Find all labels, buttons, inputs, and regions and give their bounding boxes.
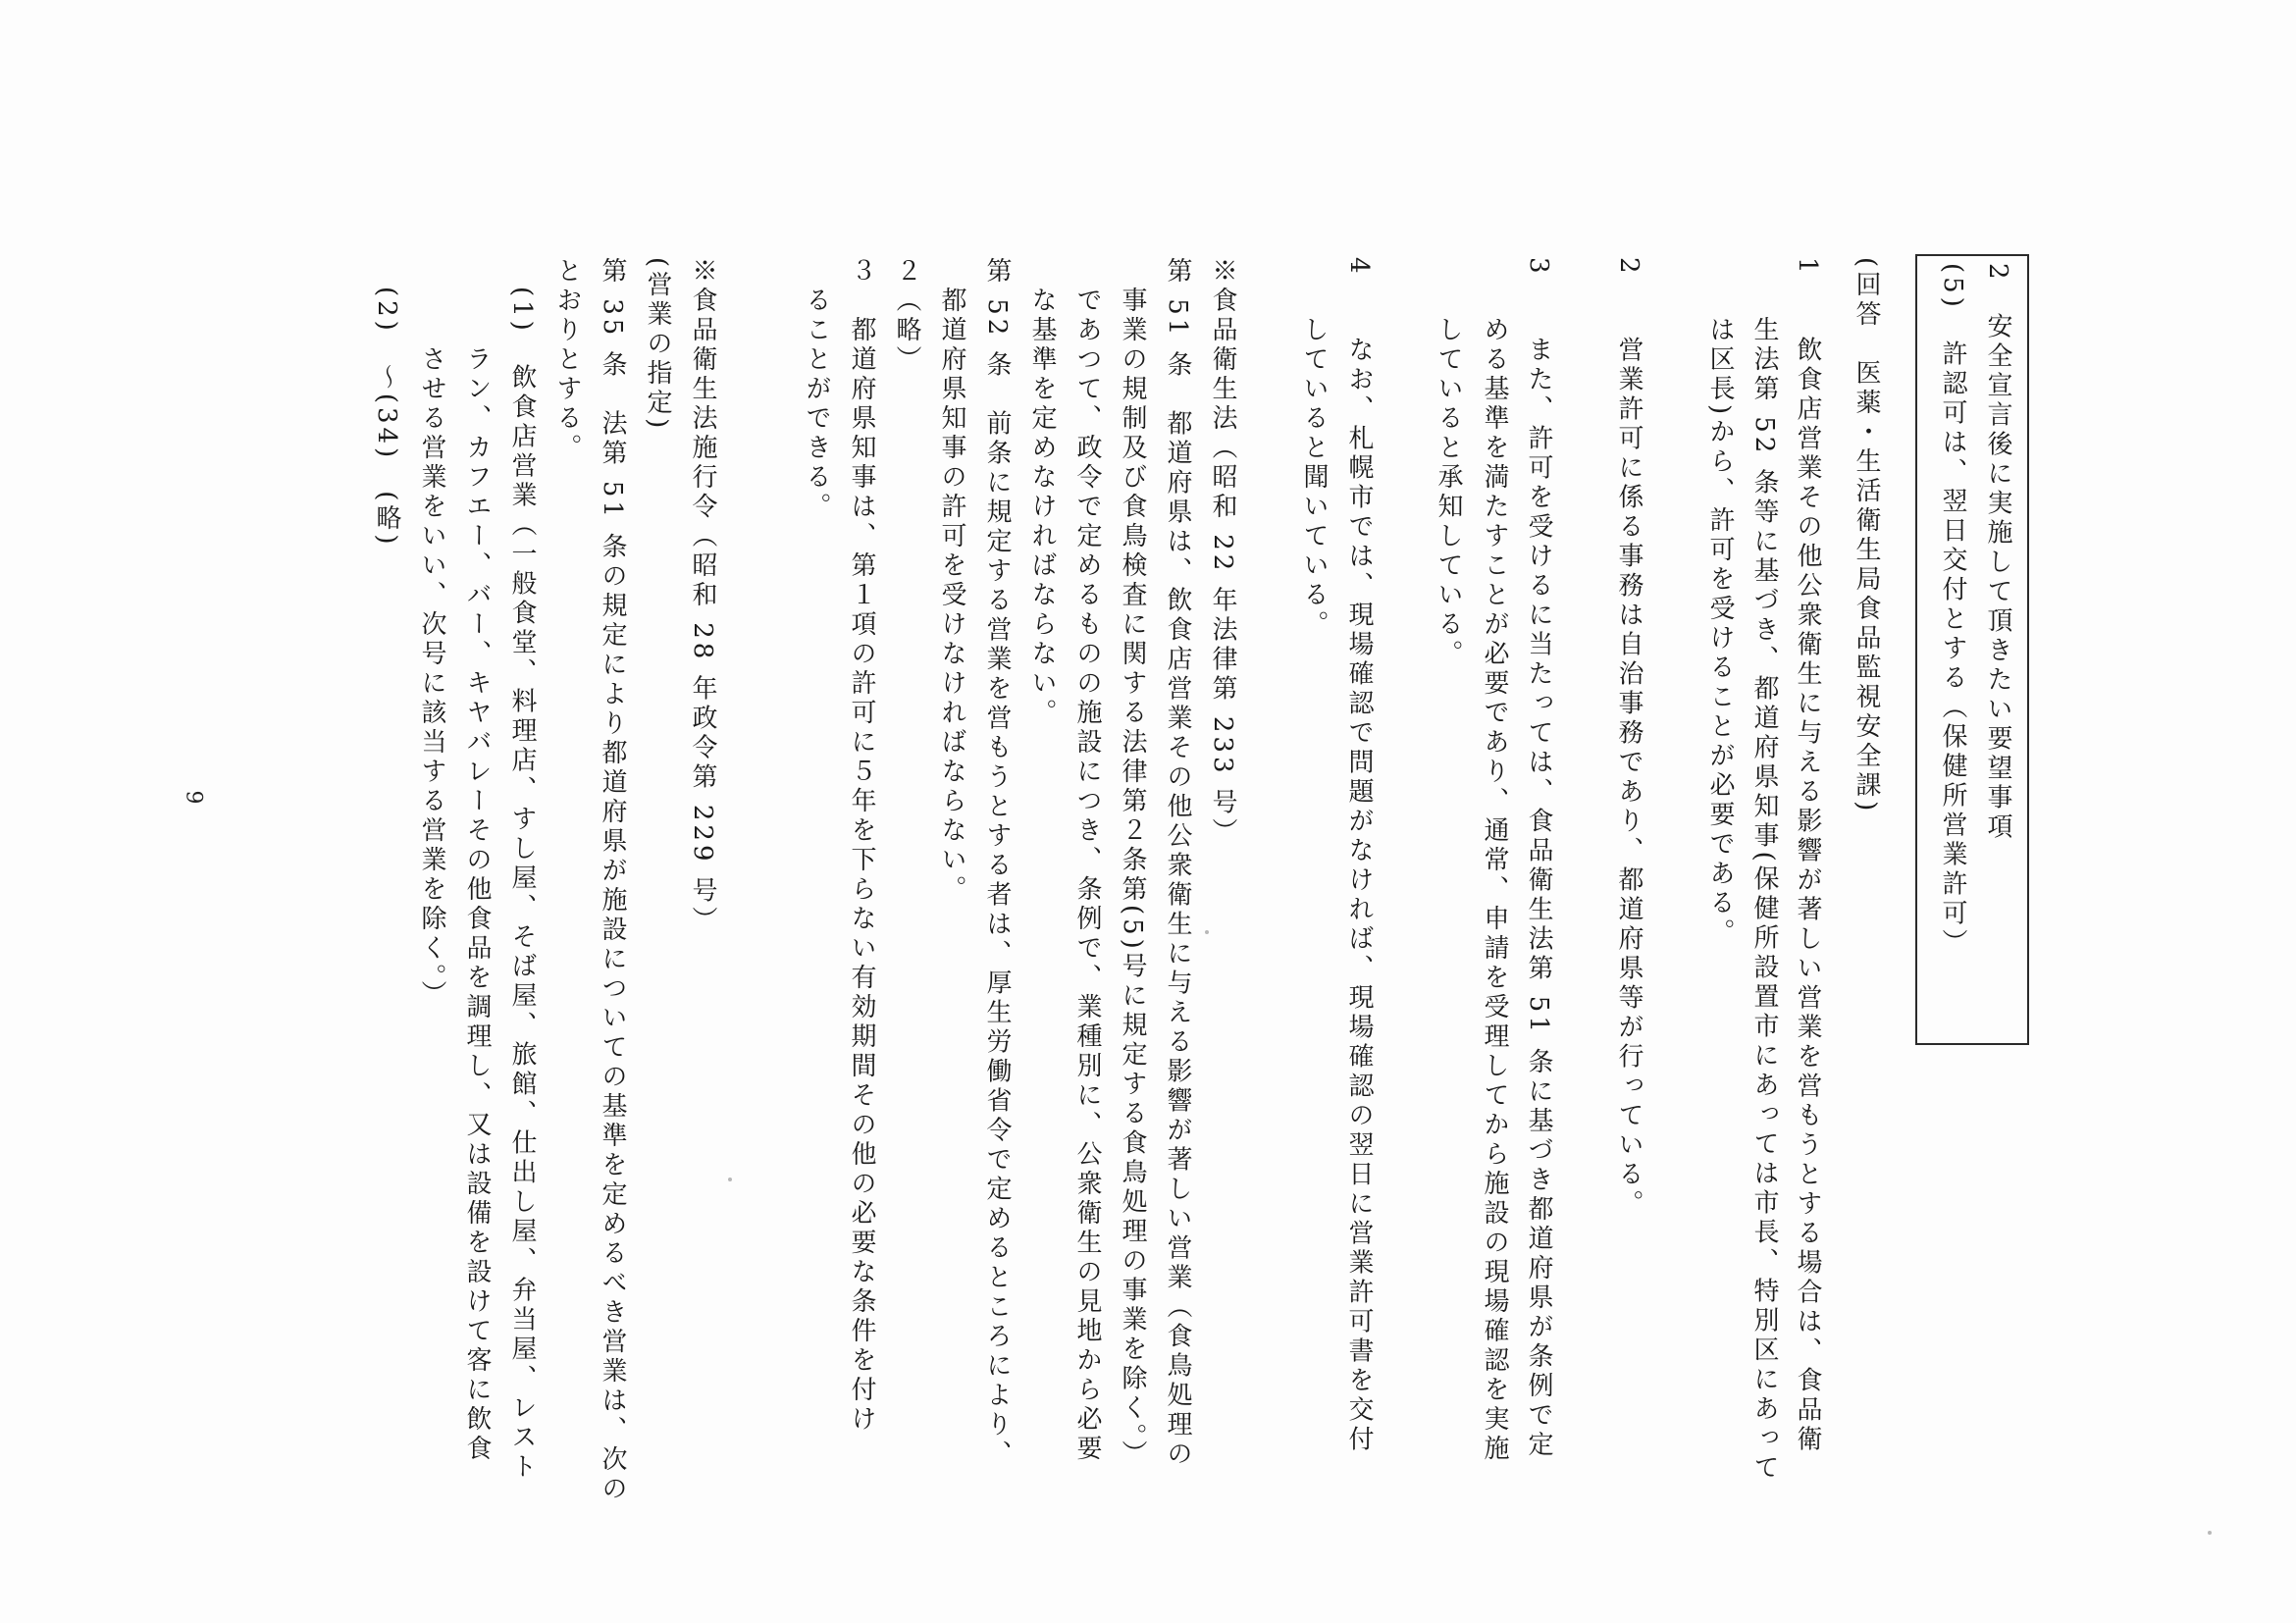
- answer-paragraph-3-line-2: める基準を満たすことが必要であり、通常、申請を受理してから施設の現場確認を実施: [1480, 257, 1509, 1464]
- article-35-line-2: とおりとする。: [552, 257, 582, 463]
- article-51-line-3: であつて、政令で定めるものの施設につき、条例で、業種別に、公衆衛生の見地から必要: [1072, 257, 1102, 1464]
- scan-speck: [2208, 1531, 2212, 1535]
- article-52-paragraph-2: ２（略）: [892, 257, 921, 375]
- article-52-line-1: 第 52 条 前条に規定する営業を営もうとする者は、厚生労働省令で定めるところにより、: [982, 257, 1012, 1470]
- scan-speck: [1205, 930, 1209, 934]
- law-title: ※食品衛生法（昭和 22 年法律第 233 号）: [1208, 257, 1237, 848]
- item-2-to-34: (2) ～(34) (略): [372, 257, 401, 549]
- answer-paragraph-4-line-1: 4 なお、札幌市では、現場確認で問題がなければ、現場確認の翌日に営業許可書を交付: [1344, 257, 1374, 1455]
- article-35-line-1: 第 35 条 法第 51 条の規定により都道府県が施設についての基準を定めるべき営業は、次の: [598, 257, 627, 1505]
- article-51-line-2: 事業の規制及び食鳥検査に関する法律第２条第(5)号に規定する食鳥処理の事業を除く。）: [1118, 257, 1147, 1470]
- item-1-line-3: させる営業をいい、次号に該当する営業を除く。）: [417, 257, 446, 1010]
- answer-paragraph-3-line-1: 3 また、許可を受けるに当たっては、食品衛生法第 51 条に基づき都道府県が条例で定: [1524, 257, 1553, 1461]
- page-number: 9: [181, 790, 206, 805]
- scan-speck: [728, 1178, 732, 1181]
- answer-paragraph-2-line-1: 2 営業許可に係る事務は自治事務であり、都道府県等が行っている。: [1614, 257, 1644, 1220]
- answer-paragraph-1-line-1: 1 飲食店営業その他公衆衛生に与える影響が著しい営業を営もうとする場合は、食品衛: [1793, 257, 1822, 1455]
- ordinance-title: ※食品衛生法施行令（昭和 28 年政令第 229 号）: [688, 257, 717, 936]
- request-subitem-title: (5) 許認可は、翌日交付とする（保健所営業許可）: [1938, 263, 1967, 959]
- answer-paragraph-4-line-2: していると聞いている。: [1299, 257, 1329, 640]
- item-1-line-2: ラン、カフエー、バー、キヤバレーその他食品を調理し、又は設備を設けて客に飲食: [462, 257, 492, 1464]
- item-1-line-1: (1) 飲食店営業（一般食堂、料理店、すし屋、そば屋、旅館、仕出し屋、弁当屋、レスト: [507, 257, 537, 1483]
- ordinance-caption: (営業の指定): [643, 257, 672, 433]
- article-52-line-2: 都道府県知事の許可を受けなければならない。: [937, 257, 966, 905]
- request-item-title: 2 安全宣言後に実施して頂きたい要望事項: [1983, 263, 2012, 843]
- article-51-line-1: 第 51 条 都道府県は、飲食店営業その他公衆衛生に与える影響が著しい営業（食鳥処理の: [1163, 257, 1192, 1470]
- article-52-paragraph-3-line-1: ３ 都道府県知事は、第１項の許可に５年を下らない有効期間その他の必要な条件を付け: [847, 257, 876, 1435]
- answer-paragraph-3-line-3: していると承知している。: [1434, 257, 1463, 669]
- answer-heading: (回答 医薬・生活衛生局食品監視安全課): [1852, 257, 1881, 815]
- article-52-paragraph-3-line-2: ることができる。: [802, 257, 831, 522]
- answer-paragraph-1-line-3: は区長)から、許可を受けることが必要である。: [1705, 257, 1735, 949]
- answer-paragraph-1-line-2: 生法第 52 条等に基づき、都道府県知事(保健所設置市にあっては市長、特別区にあって: [1749, 257, 1779, 1484]
- article-51-line-4: な基準を定めなければならない。: [1027, 257, 1057, 728]
